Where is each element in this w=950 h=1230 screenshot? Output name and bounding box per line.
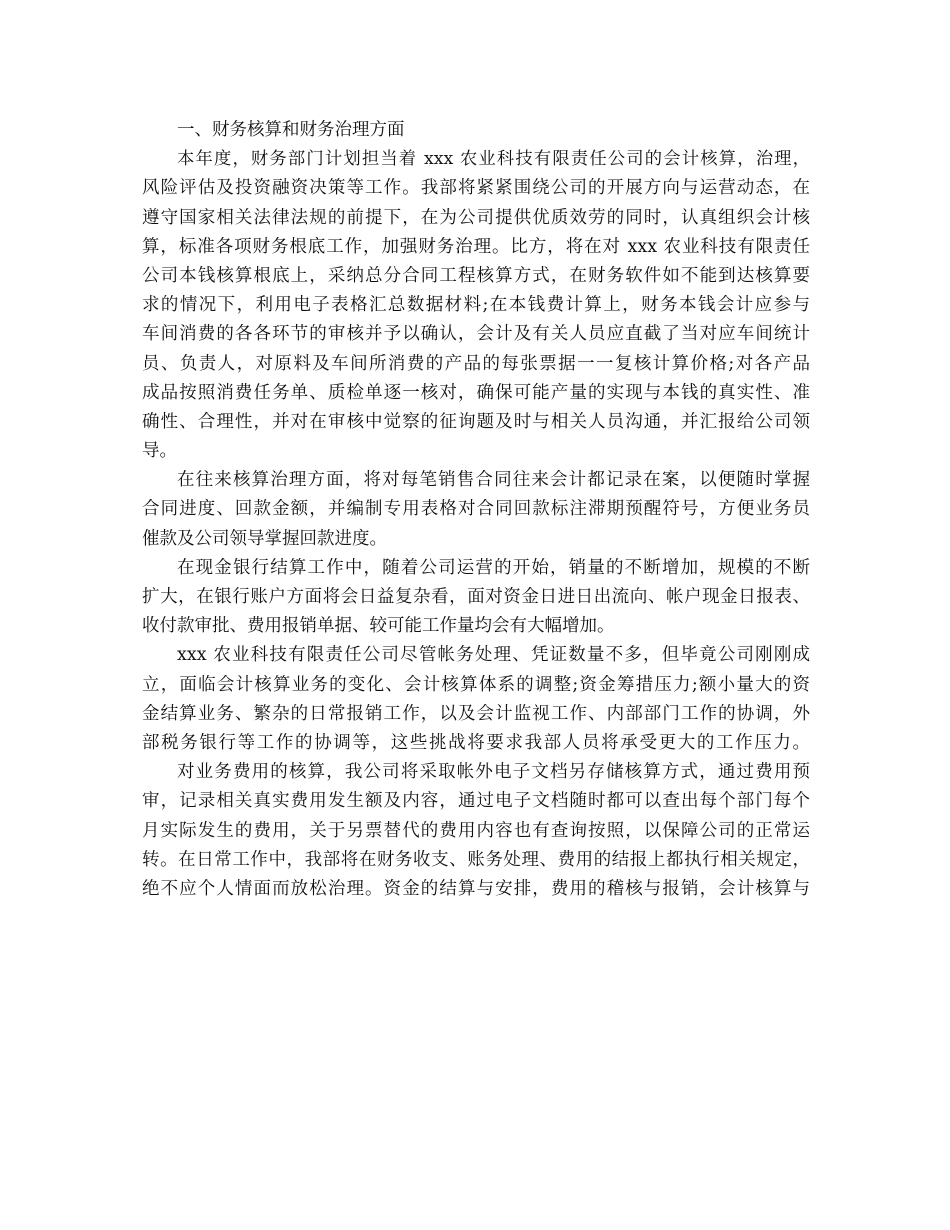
paragraph-3-line: 收付款审批、费用报销单据、较可能工作量均会有大幅增加。: [142, 616, 615, 637]
paragraph-1-line: 算，标准各项财务根底工作，加强财务治理。比方，将在对 xxx 农业科技有限责任: [142, 236, 810, 257]
paragraph-3-line: 扩大，在银行账户方面将会日益复杂看，面对资金日进日出流向、帐户现金日报表、: [142, 587, 810, 607]
paragraph-1-line: 公司本钱核算根底上，采纳总分合同工程核算方式，在财务软件如不能到达核算要: [142, 265, 810, 286]
section-heading: 一、财务核算和财务治理方面: [177, 120, 405, 140]
paragraph-2-line: 在往来核算治理方面，将对每笔销售合同往来会计都记录在案，以便随时掌握: [177, 470, 810, 491]
paragraph-3-line: 在现金银行结算工作中，随着公司运营的开始，销量的不断增加，规模的不断: [177, 557, 810, 578]
paragraph-5-line: 月实际发生的费用，关于另票替代的费用内容也有查询按照，以保障公司的正常运: [142, 820, 810, 841]
paragraph-1-line: 遵守国家相关法律法规的前提下，在为公司提供优质效劳的同时，认真组织会计核: [142, 207, 810, 228]
paragraph-4-line: xxx 农业科技有限责任公司尽管帐务处理、凭证数量不多，但毕竟公司刚刚成: [177, 645, 810, 666]
paragraph-4-line: 立，面临会计核算业务的变化、会计核算体系的调整;资金筹措压力;额小量大的资: [142, 674, 810, 695]
paragraph-1-line: 风险评估及投资融资决策等工作。我部将紧紧围绕公司的开展方向与运营动态，在: [142, 178, 810, 199]
paragraph-5-line: 转。在日常工作中，我部将在财务收支、账务处理、费用的结报上都执行相关规定，: [142, 849, 810, 870]
paragraph-1-line: 导。: [142, 441, 177, 462]
paragraph-2-line: 催款及公司领导掌握回款进度。: [142, 528, 387, 549]
paragraph-1-line: 本年度，财务部门计划担当着 xxx 农业科技有限责任公司的会计核算，治理，: [177, 149, 810, 170]
paragraph-4-line: 部税务银行等工作的协调等，这些挑战将要求我部人员将承受更大的工作压力。: [142, 732, 810, 753]
paragraph-1-line: 成品按照消费任务单、质检单逐一核对，确保可能产量的实现与本钱的真实性、准: [142, 382, 810, 403]
paragraph-5-line: 审，记录相关真实费用发生额及内容，通过电子文档随时都可以查出每个部门每个: [142, 791, 810, 812]
paragraph-1-line: 车间消费的各各环节的审核并予以确认，会计及有关人员应直截了当对应车间统计: [142, 324, 810, 345]
document-body: [142, 116, 810, 904]
paragraph-2-line: 合同进度、回款金额，并编制专用表格对合同回款标注滞期预醒符号，方便业务员: [142, 499, 810, 520]
paragraph-4-line: 金结算业务、繁杂的日常报销工作，以及会计监视工作、内部部门工作的协调，外: [142, 703, 810, 724]
paragraph-1-line: 员、负责人，对原料及车间所消费的产品的每张票据一一复核计算价格;对各产品: [142, 353, 810, 374]
paragraph-5-line: 对业务费用的核算，我公司将采取帐外电子文档另存储核算方式，通过费用预: [177, 762, 810, 783]
paragraph-1-line: 求的情况下，利用电子表格汇总数据材料;在本钱费计算上，财务本钱会计应参与: [142, 295, 810, 316]
paragraph-1-line: 确性、合理性，并对在审核中觉察的征询题及时与相关人员沟通，并汇报给公司领: [142, 411, 810, 432]
paragraph-5-line: 绝不应个人情面而放松治理。资金的结算与安排，费用的稽核与报销，会计核算与: [142, 878, 810, 899]
